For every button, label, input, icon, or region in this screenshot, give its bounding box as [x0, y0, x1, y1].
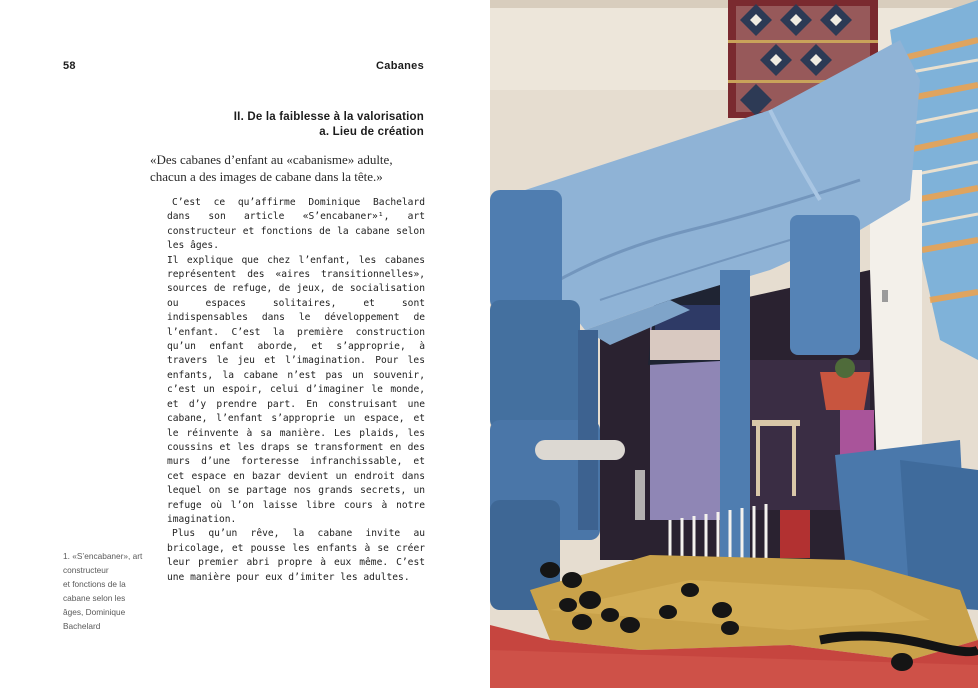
section-heading: II. De la faiblesse à la valorisation — [233, 111, 424, 123]
body-text — [167, 196, 425, 585]
footnote — [63, 549, 148, 633]
body-paragraph: C’est ce qu’affirme Dominique Bachelard dans son article «S’encabaner»¹, art constructeur et fonctions de la cabane selon les âges. — [167, 197, 425, 252]
footnote-line: constructeur — [63, 565, 109, 575]
quote-line: chacun a des images de cabane dans la tête.» — [150, 168, 383, 184]
body-paragraph: Plus qu’un rêve, la cabane invite au bricolage, et pousse les enfants à se créer leur premier abri propre à eux même. C’est une manière pour eux d’imiter les adultes. — [167, 528, 425, 583]
section-subheading: a. Lieu de création — [319, 125, 424, 138]
page-number: 58 — [63, 60, 76, 72]
footnote-line: cabane selon les — [63, 593, 126, 603]
epigraph-quote — [150, 152, 420, 185]
body-paragraph: Il explique que chez l’enfant, les cabanes représentent des «aires transitionnelles», sources de refuge, de jeux, de socialisation ou espaces solitaires, et sont indispensables dans le développement de l’enfant. C’est la première construction qu’un enfant aborde, et s’approprie, à travers le jeu et l’imagination. Pour les enfants, la cabane n’est pas un souvenir, c’est un espoir, celui d’imaginer le monde, et d’y prendre part. En construisant une cabane, l’enfant s’approprie un espace, et le réinvente à sa manière. Les plaids, les coussins et les draps se transforment en des murs d’une forteresse infranchissable, et cet espace en bazar devient un endroit dans lequel on se partage nos grands secrets, un refuge où l’on laisse libre cours à notre imagination. — [167, 254, 425, 525]
footnote-line: Bachelard — [63, 621, 101, 631]
blanket-fort-photo — [490, 0, 978, 688]
footnote-line: âges, Dominique — [63, 607, 126, 617]
footnote-line: et fonctions de la — [63, 579, 126, 589]
quote-line: «Des cabanes d’enfant au «cabanisme» adulte, — [150, 152, 393, 167]
section-headings — [234, 110, 424, 139]
footnote-line: 1. «S’encabaner», art — [63, 551, 143, 561]
running-title: Cabanes — [376, 60, 424, 72]
